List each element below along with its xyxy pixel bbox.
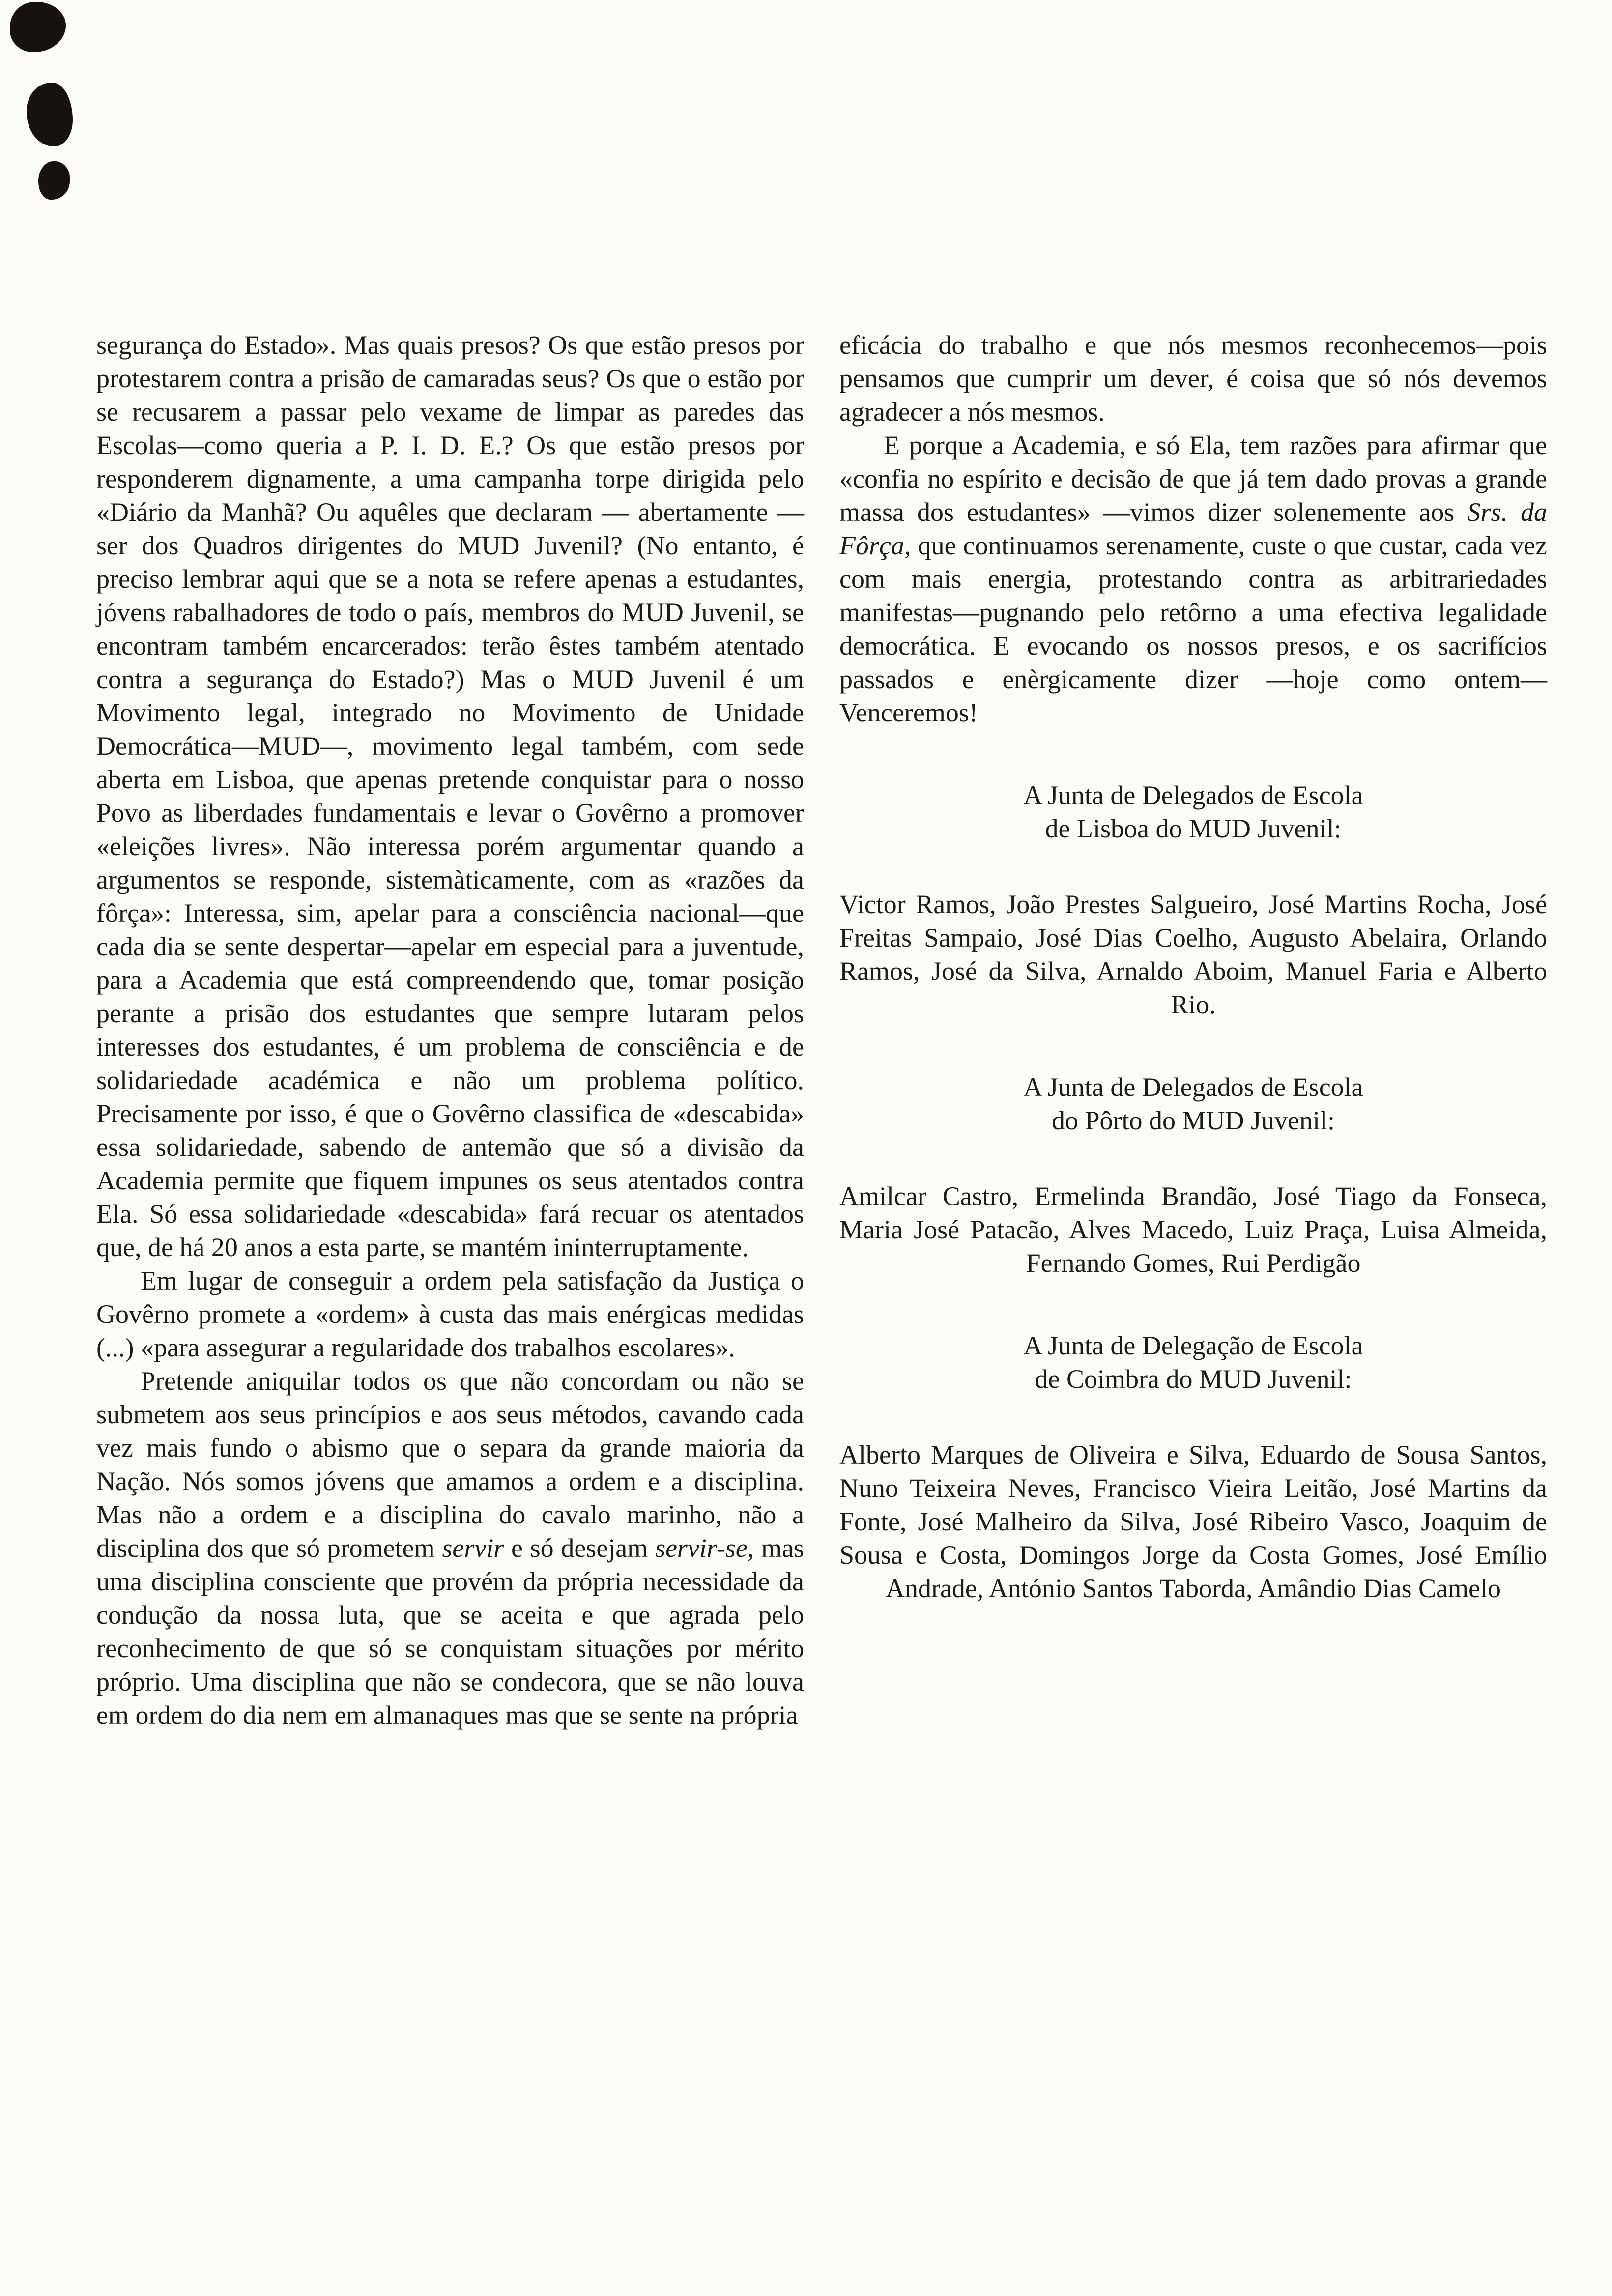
- scan-artifact-blot: [27, 83, 73, 146]
- heading-line: de Coimbra do MUD Juvenil:: [1035, 1364, 1352, 1394]
- signature-section-lisboa: [839, 778, 1547, 1021]
- signature-section-coimbra: [839, 1329, 1547, 1605]
- italic-word: servir-se: [655, 1533, 748, 1563]
- heading-line: do Pôrto do MUD Juvenil:: [1051, 1106, 1335, 1135]
- left-column: [96, 328, 804, 1732]
- paragraph: segurança do Estado». Mas quais presos? Os que estão presos por protestarem contra a prisão de camaradas seus? Os que o estão por se recusarem a passar pelo vexame de limpar as paredes das Escolas—como queria a P. I. D. E.? Os que estão presos por responderem dignamente, a uma campanha torpe dirigida pelo «Diário da Manhã? Ou aquêles que declaram — abertamente — ser dos Quadros dirigentes do MUD Juvenil? (No entanto, é preciso lembrar aqui que se a nota se refere apenas a estudantes, jóvens rabalhadores de todo o país, membros do MUD Juvenil, se encontram também encarcerados: terão êstes também atentado contra a segurança do Estado?) Mas o MUD Juvenil é um Movimento legal, integrado no Movimento de Unidade Democrática—MUD—, movimento legal também, com sede aberta em Lisboa, que apenas pretende conquistar para o nosso Povo as liberdades fundamentais e levar o Govêrno a promover «eleições livres». Não interessa porém argumentar quando a argumentos se responde, sistemàticamente, com as «razões da fôrça»: Interessa, sim, apelar para a consciência nacional—que cada dia se sente despertar—apelar em especial para a juventude, para a Academia que está compreendendo que, tomar posição perante a prisão dos estudantes que sempre lutaram pelos interesses dos estudantes, é um problema de consciência e de solidariedade académica e não um problema político. Precisamente por isso, é que o Govêrno classifica de «descabida» essa solidariedade, sabendo de antemão que só a divisão da Academia permite que fiquem impunes os seus atentados contra Ela. Só essa solidariedade «descabida» fará recuar os atentados que, de há 20 anos a esta parte, se mantém ininterruptamente.: [96, 330, 804, 1262]
- paragraph-text: Pretende aniquilar todos os que não concordam ou não se submetem aos seus princípios e aos seus métodos, cavando cada vez mais fundo o abismo que o separa da grande maioria da Nação. Nós somos jóvens que amamos a ordem e a disciplina. Mas não a ordem e a disciplina do cavalo marinho, não a disciplina dos que só prometem: [96, 1366, 804, 1563]
- text-body: [96, 328, 1547, 1732]
- signatories-list: Alberto Marques de Oliveira e Silva, Eduardo de Sousa Santos, Nuno Teixeira Neves, Francisco Vieira Leitão, José Martins da Fonte, José Malheiro da Silva, José Ribeiro Vasco, Joaquim de Sousa e Costa, Domingos Jorge da Costa Gomes, José Emílio Andrade, António Santos Taborda, Amândio Dias Camelo: [839, 1440, 1547, 1603]
- paragraph-text: , que continuamos serenamente, custe o que custar, cada vez com mais energia, protestando contra as arbitrariedades manifestas—pugnando pelo retôrno a uma efectiva legalidade democrática. E evocando os nossos presos, e os sacrifícios passados e enèrgicamente dizer —hoje como ontem—Venceremos!: [839, 531, 1547, 727]
- paragraph: Em lugar de conseguir a ordem pela satisfação da Justiça o Govêrno promete a «ordem» à custa das mais enérgicas medidas (...) «para assegurar a regularidade dos trabalhos escolares».: [96, 1266, 804, 1362]
- scan-artifact-blot: [38, 161, 70, 200]
- paragraph: [839, 429, 1547, 729]
- signatories-list: Victor Ramos, João Prestes Salgueiro, José Martins Rocha, José Freitas Sampaio, José Dias Coelho, Augusto Abelaira, Orlando Ramos, José da Silva, Arnaldo Aboim, Manuel Faria e Alberto Rio.: [839, 890, 1547, 1019]
- section-heading: [839, 1329, 1547, 1396]
- heading-line: A Junta de Delegação de Escola: [1023, 1331, 1363, 1360]
- paragraph: eficácia do trabalho e que nós mesmos reconhecemos—pois pensamos que cumprir um dever, é coisa que só nós devemos agradecer a nós mesmos.: [839, 330, 1547, 427]
- italic-phrase: Srs. da Fôrça: [839, 497, 1547, 560]
- paragraph-text: e só desejam: [504, 1533, 655, 1563]
- heading-line: A Junta de Delegados de Escola: [1023, 1072, 1363, 1102]
- heading-line: A Junta de Delegados de Escola: [1023, 780, 1363, 810]
- paragraph-text: , mas uma disciplina consciente que provém da própria necessidade da condução da nossa luta, que se aceita e que agrada pelo reconhecimento de que só se conquistam situações por mérito próprio. Uma disciplina que não se condecora, que se não louva em ordem do dia nem em almanaques mas que se sente na própria: [96, 1533, 804, 1730]
- italic-word: servir: [442, 1533, 504, 1563]
- paragraph: [96, 1364, 804, 1732]
- signature-section-porto: [839, 1070, 1547, 1280]
- heading-line: de Lisboa do MUD Juvenil:: [1045, 814, 1342, 843]
- section-heading: [839, 778, 1547, 845]
- paragraph-text: E porque a Academia, e só Ela, tem razões para afirmar que «confia no espírito e decisão de que já tem dado provas a grande massa dos estudantes» —vimos dizer solenemente aos: [839, 430, 1547, 527]
- section-heading: [839, 1070, 1547, 1137]
- signatories-list: Amilcar Castro, Ermelinda Brandão, José Tiago da Fonseca, Maria José Patacão, Alves Macedo, Luiz Praça, Luisa Almeida, Fernando Gomes, Rui Perdigão: [839, 1181, 1547, 1278]
- right-column: [839, 328, 1547, 1732]
- scan-artifact-blot: [10, 2, 66, 52]
